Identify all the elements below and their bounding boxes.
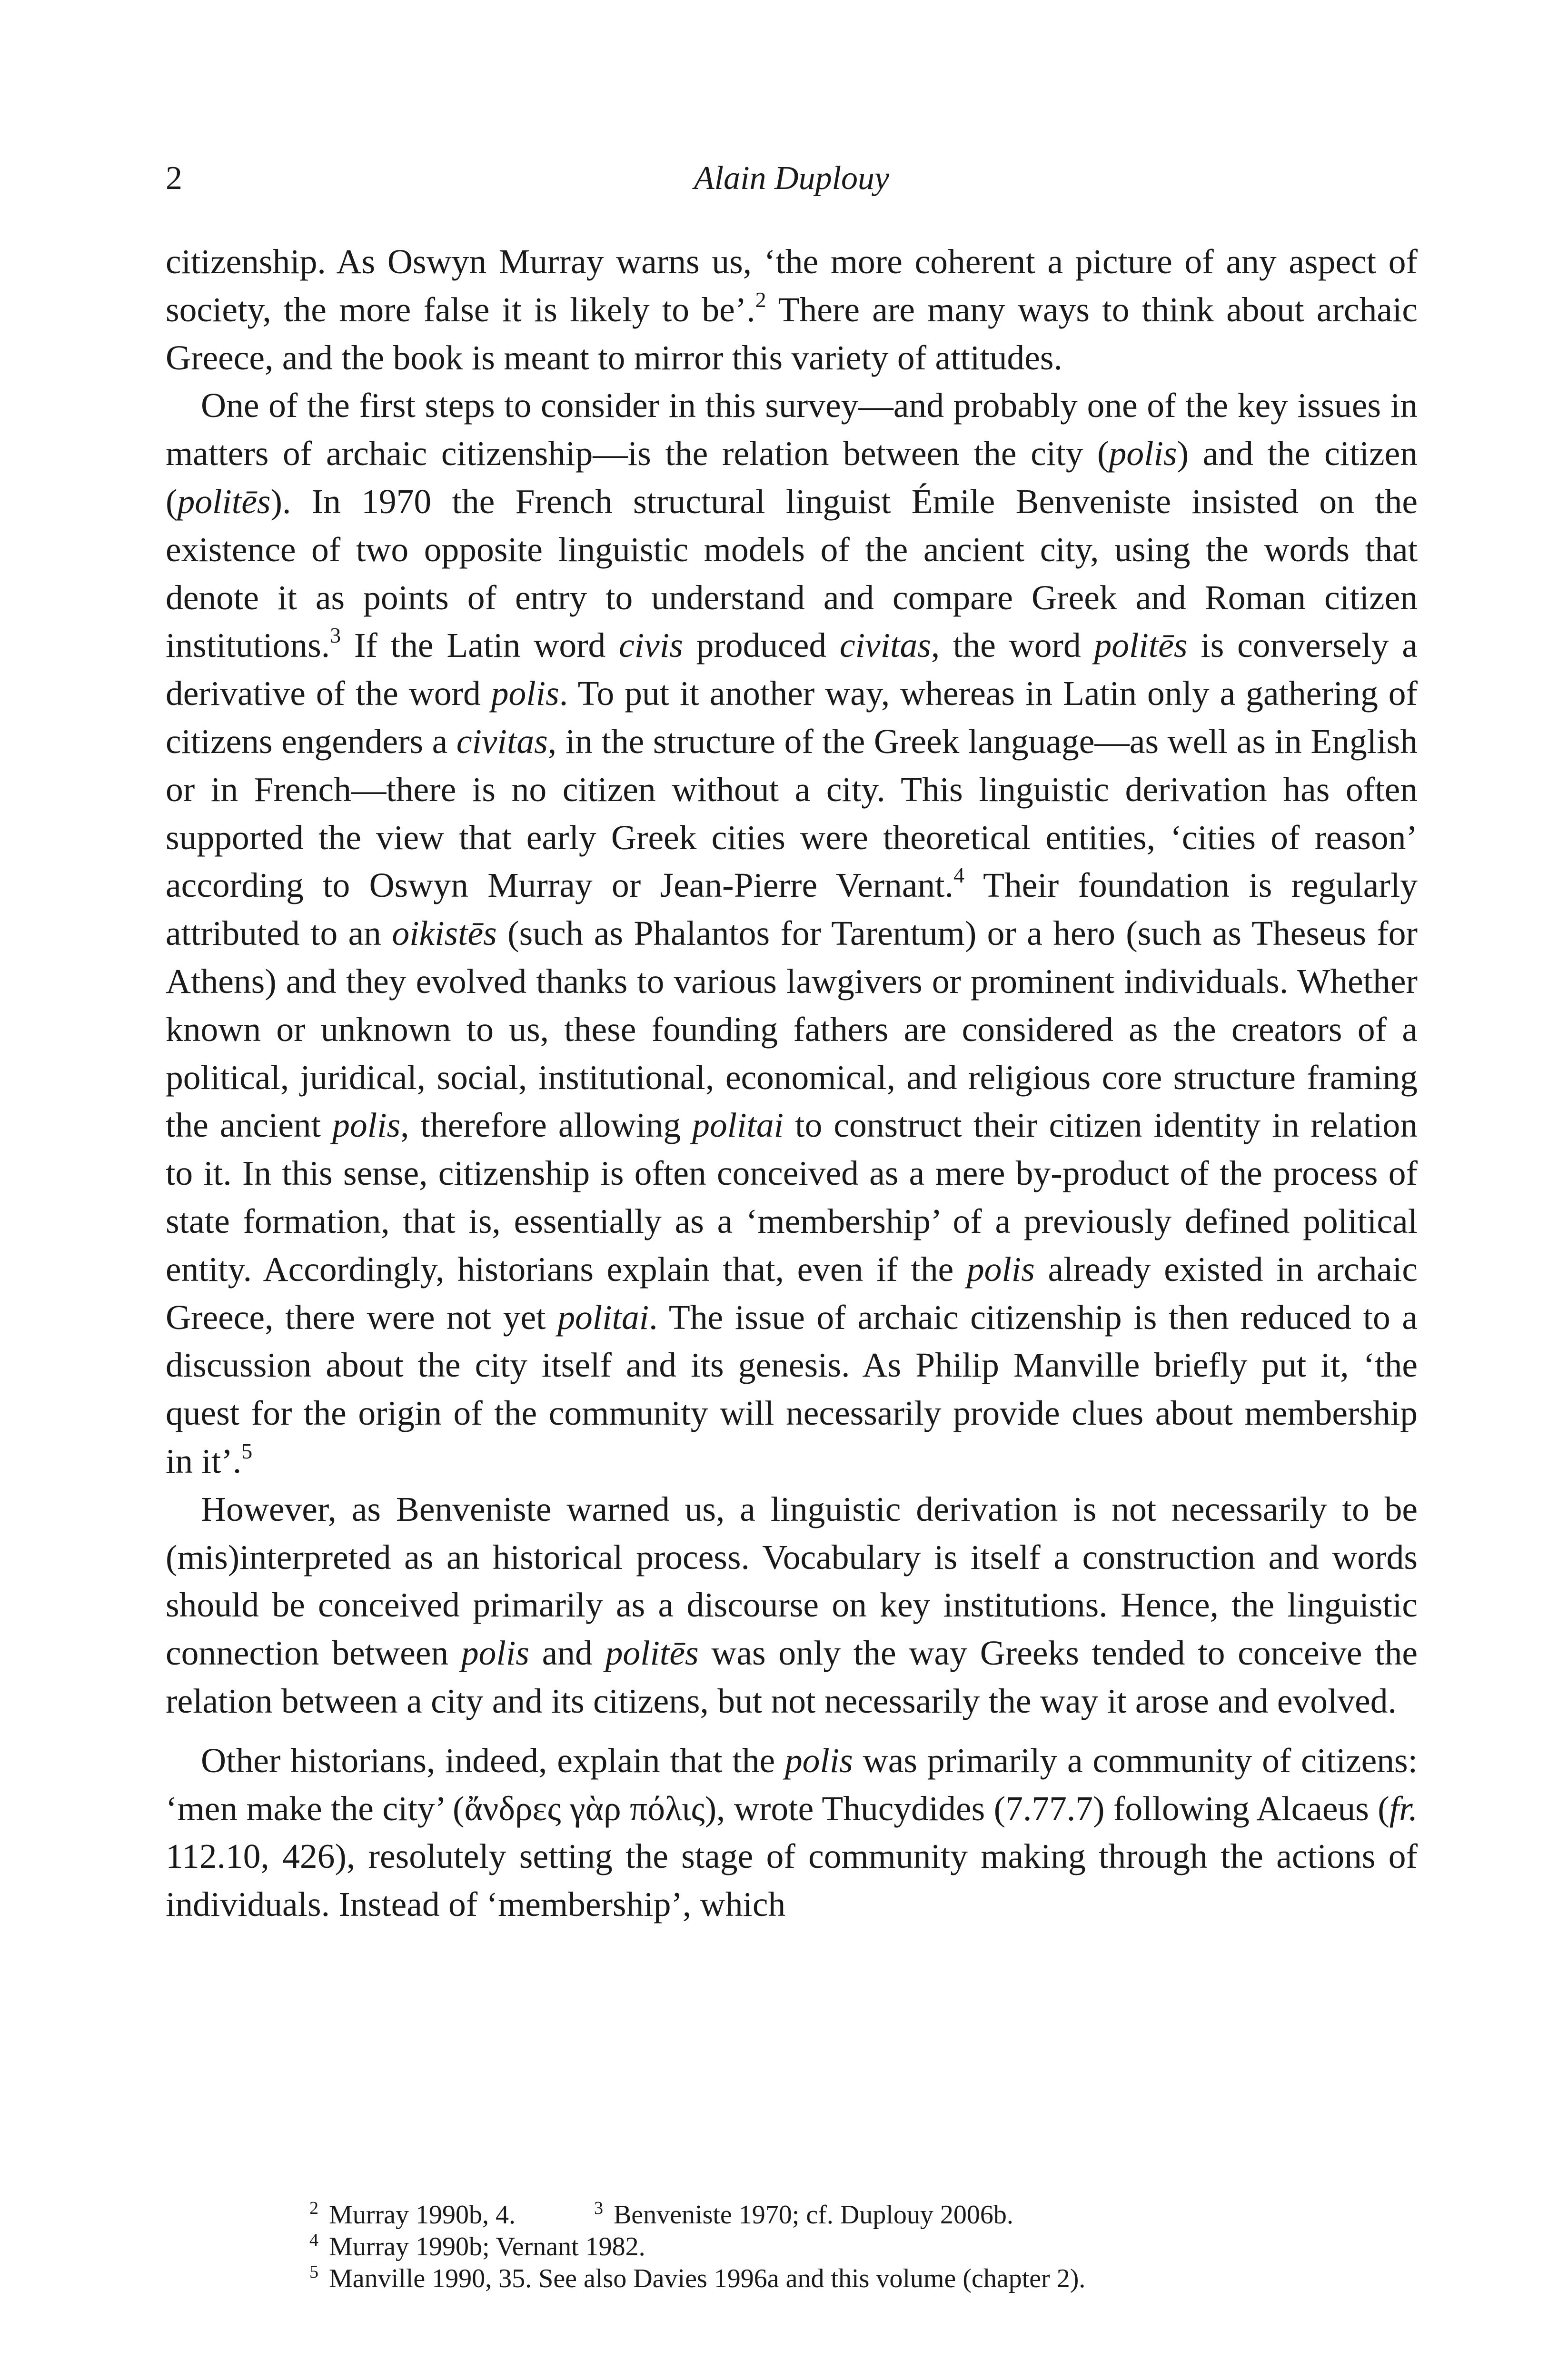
paragraph-3: However, as Benveniste warned us, a linguistic derivation is not necessarily to be (mis)interpreted as an historical process. Vocabulary is itself a construction and words should be conceived primarily as a discourse on key institutions. Hence, the linguistic connection between polis and politēs was only the way Greeks tended to conceive the relation between a city and its citizens, but not necessarily the way it arose and evolved.	[166, 1489, 1418, 1720]
footnote-ref-3[interactable]: 3	[330, 623, 341, 648]
footnotes	[309, 2199, 1404, 2295]
running-head	[166, 157, 1418, 200]
footnote-ref-2[interactable]: 2	[755, 287, 766, 312]
footnote-2: $^2$ Murray 1990b, 4.	[309, 2198, 516, 2230]
page-number: 2	[166, 160, 182, 197]
footnote-5: $^5$ Manville 1990, 35. See also Davies 1996a and this volume (chapter 2).	[309, 2262, 1086, 2293]
running-head-author: Alain Duplouy	[694, 160, 890, 197]
paragraph-4: Other historians, indeed, explain that the polis was primarily a community of citizens: ‘men make the city’ (ἄνδρες γὰρ πόλις), wrote Thucydides (7.77.7) following Alcaeus (fr. 112.10, 426), resolutely setting the stage of community making through the actions of individuals. Instead of ‘membership’, which	[166, 1741, 1418, 1924]
greek-quotation: ἄνδρες γὰρ πόλις	[464, 1789, 705, 1828]
paragraph-2: One of the first steps to consider in this survey—and probably one of the key issues in matters of archaic citizenship—is the relation between the city (polis) and the citizen (politēs). In 1970 the French structural linguist Émile Benveniste insisted on the existence of two opposite linguistic models of the ancient city, using the words that denote it as points of entry to understand and compare Greek and Roman citizen institutions.$^3$ If the Latin word civis produced civitas, the word politēs is conversely a derivative of the word polis. To put it another way, whereas in Latin only a gathering of citizens engenders a civitas, in the structure of the Greek language—as well as in English or in French—there is no citizen without a city. This linguistic derivation has often supported the view that early Greek cities were theoretical entities, ‘cities of reason’ according to Oswyn Murray or Jean-Pierre Vernant.$^4$ Their foundation is regularly attributed to an oikistēs (such as Phalantos for Tarentum) or a hero (such as Theseus for Athens) and they evolved thanks to various lawgivers or prominent individuals. Whether known or unknown to us, these founding fathers are considered as the creators of a political, juridical, social, institutional, economical, and religious core structure framing the ancient polis, therefore allowing politai to construct their citizen identity in relation to it. In this sense, citizenship is often conceived as a mere by-product of the process of state formation, that is, essentially as a ‘membership’ of a previously defined political entity. Accordingly, historians explain that, even if the polis already existed in archaic Greece, there were not yet politai. The issue of archaic citizenship is then reduced to a discussion about the city itself and its genesis. As Philip Manville briefly put it, ‘the quest for the origin of the community will necessarily provide clues about membership in it’.$^5$	[166, 386, 1418, 1480]
footnote-3: $^3$ Benveniste 1970; cf. Duplouy 2006b.	[594, 2198, 1013, 2230]
footnote-ref-4[interactable]: 4	[953, 863, 965, 888]
footnote-row	[309, 2199, 1404, 2231]
paragraph-1: citizenship. As Oswyn Murray warns us, ‘the more coherent a picture of any aspect of society, the more false it is likely to be’.$^2$ There are many ways to think about archaic Greece, and the book is meant to mirror this variety of attitudes.	[166, 242, 1418, 377]
footnote-4: $^4$ Murray 1990b; Vernant 1982.	[309, 2230, 645, 2261]
footnote-ref-5[interactable]: 5	[241, 1438, 253, 1463]
body-text	[166, 238, 1418, 1929]
